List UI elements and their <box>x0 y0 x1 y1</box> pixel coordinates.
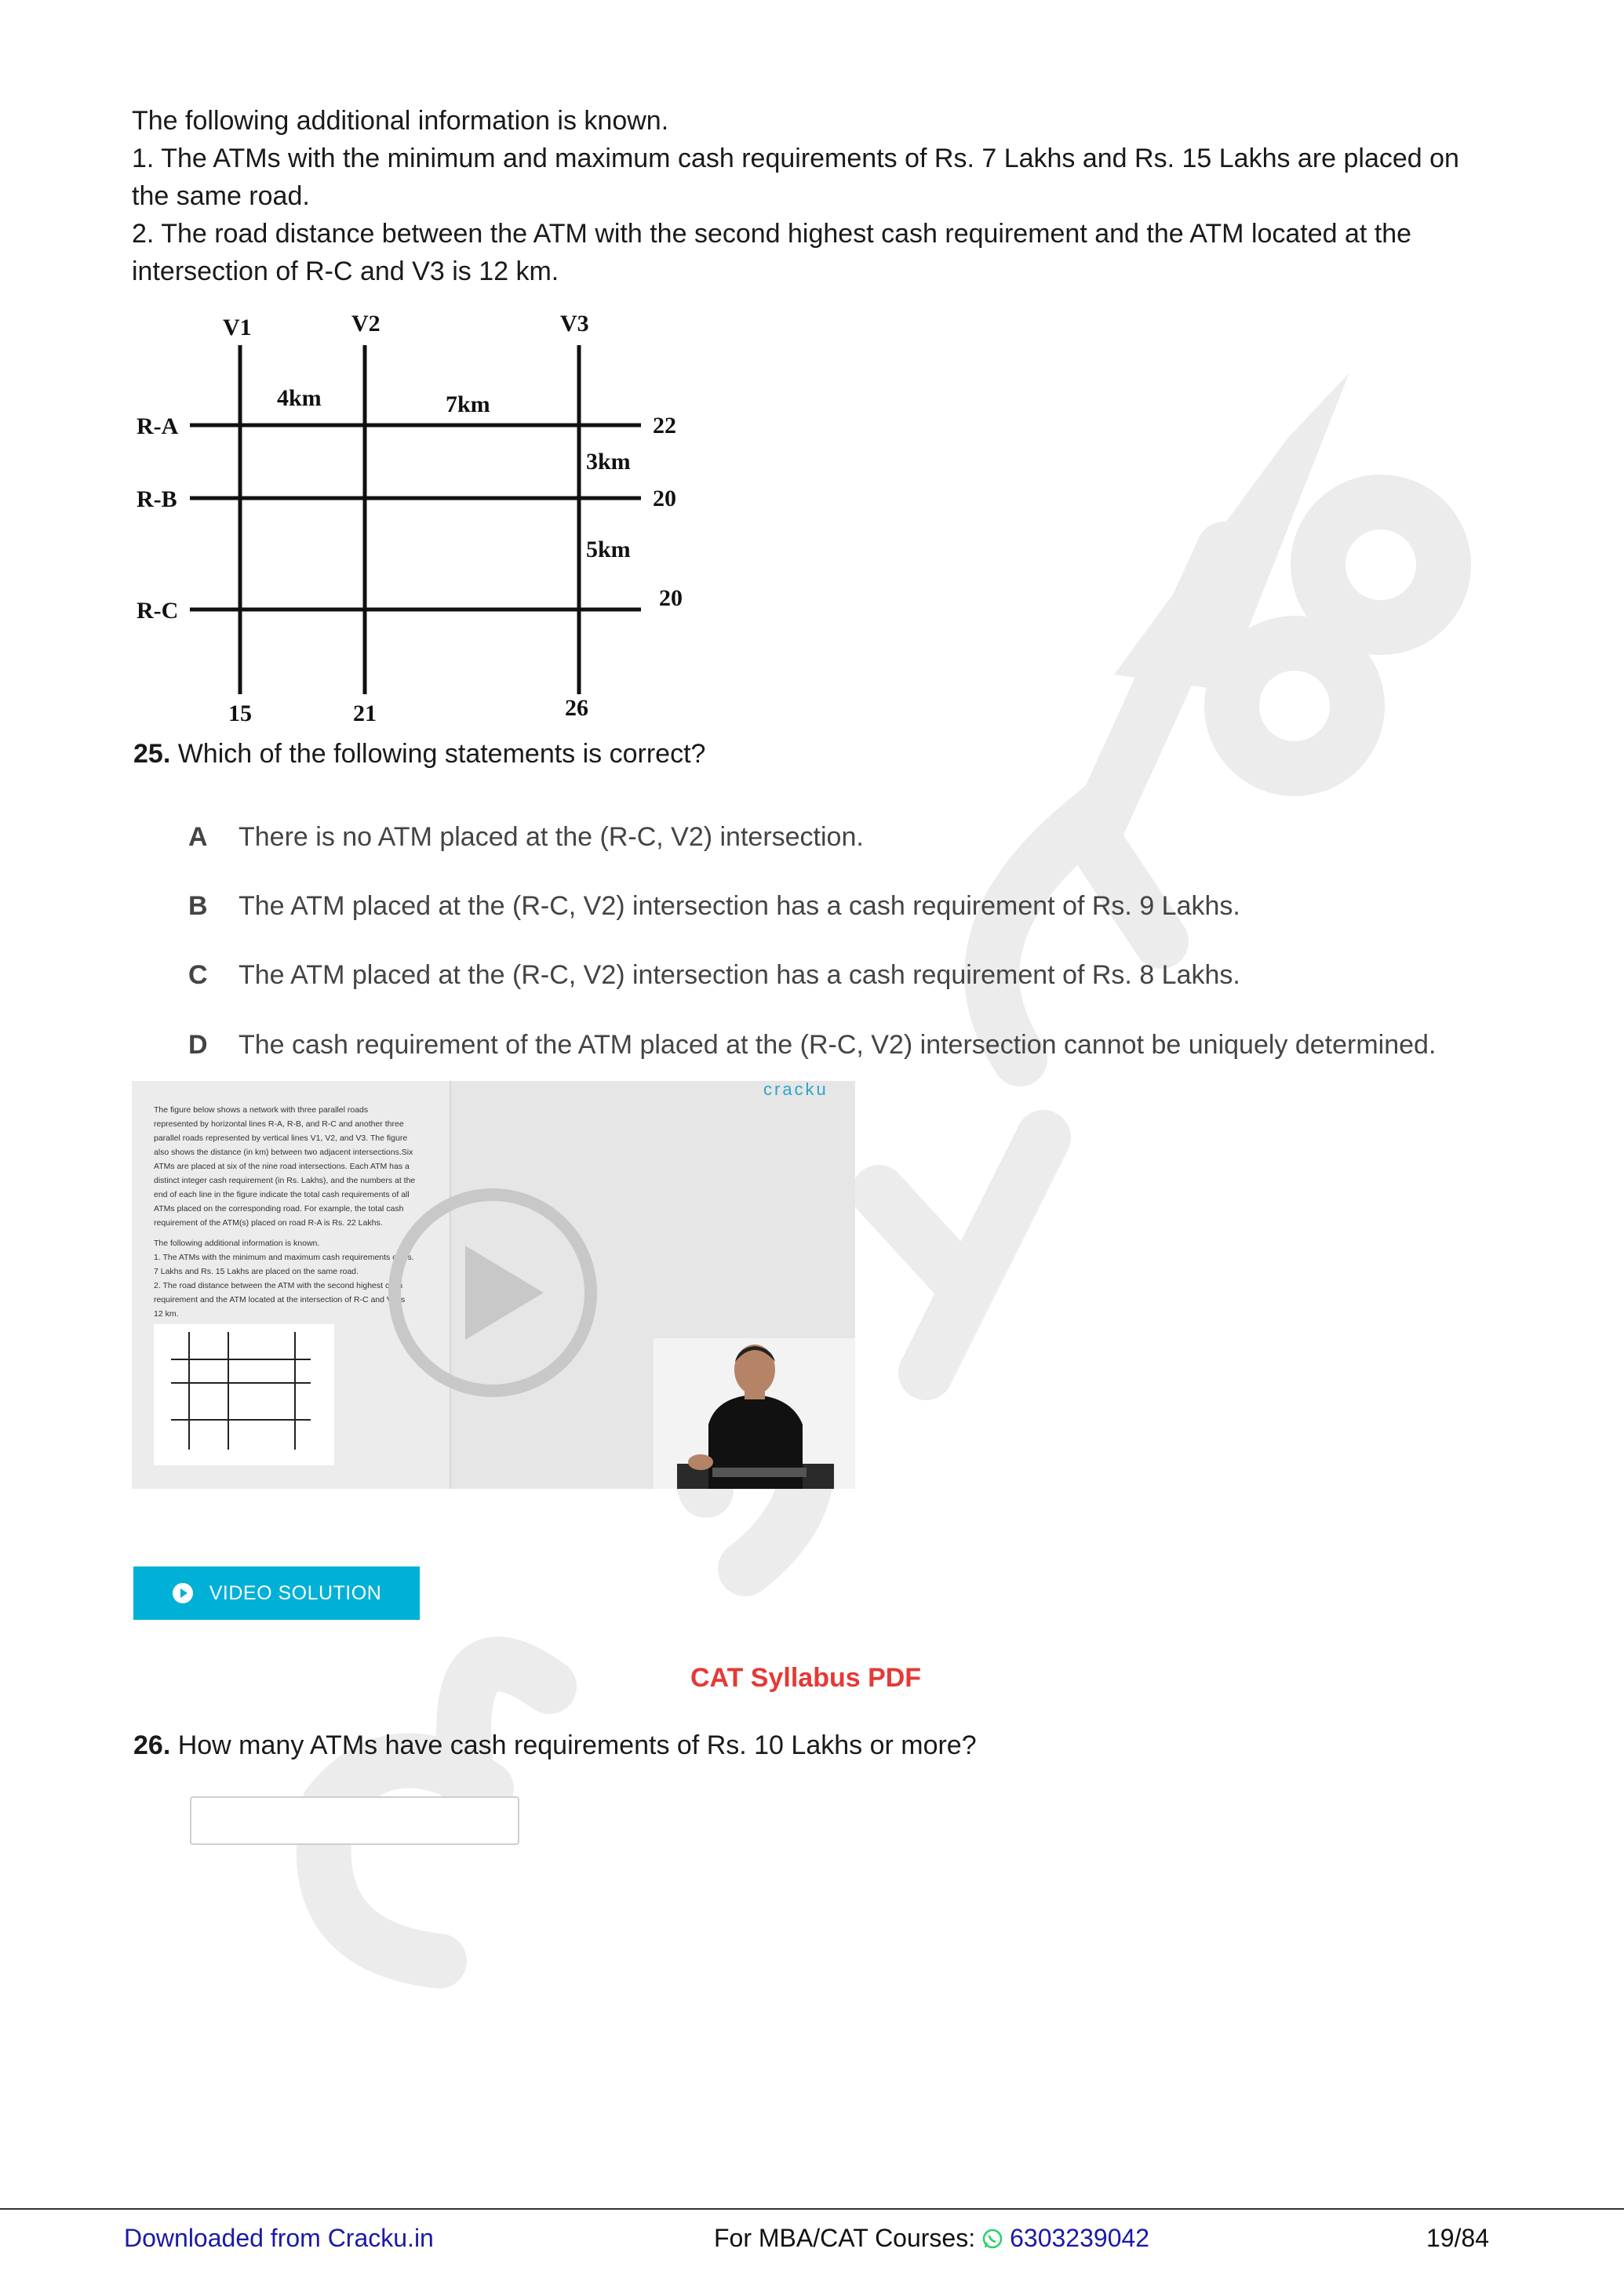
row-total: 22 <box>653 413 676 438</box>
option-letter: C <box>188 960 208 990</box>
option-letter: D <box>188 1030 208 1060</box>
label-v2: V2 <box>351 311 381 337</box>
question-text: How many ATMs have cash requirements of Rs. 10 Lakhs or more? <box>177 1730 977 1760</box>
info-line: The following additional information is known. <box>132 106 669 136</box>
label-rb: R-B <box>137 486 177 512</box>
column-total: 26 <box>565 695 588 721</box>
option-c[interactable] <box>188 960 1240 991</box>
video-thumbnail[interactable] <box>132 1081 855 1489</box>
option-text: The cash requirement of the ATM placed at the (R-C, V2) intersection cannot be uniquely determined. <box>239 1030 1436 1060</box>
footer-courses-label: For MBA/CAT Courses: <box>714 2224 976 2252</box>
cat-syllabus-link[interactable]: CAT Syllabus PDF <box>690 1663 922 1693</box>
question-text: Which of the following statements is correct? <box>177 739 706 769</box>
thumb-line: requirement and the ATM located at the intersection of R-C and V3 is <box>154 1295 406 1304</box>
distance-label: 3km <box>586 449 631 475</box>
play-circle-icon <box>172 1582 194 1604</box>
label-rc: R-C <box>137 598 179 624</box>
thumb-line: ATMs placed on the corresponding road. For example, the total cash <box>154 1204 404 1213</box>
question-26 <box>133 1730 977 1761</box>
video-brand-logo: cracku <box>763 1081 828 1099</box>
row-total: 20 <box>659 585 683 611</box>
additional-info <box>132 102 1497 290</box>
option-d[interactable] <box>188 1030 1436 1061</box>
question-number: 25. <box>133 739 171 769</box>
thumb-line: represented by horizontal lines R-A, R-B, and R-C and another three <box>154 1119 404 1129</box>
option-letter: B <box>188 891 208 921</box>
question-25 <box>133 739 705 770</box>
play-icon[interactable] <box>383 1183 603 1403</box>
column-total: 21 <box>353 700 377 726</box>
presenter-frame <box>654 1338 855 1489</box>
thumb-line: 1. The ATMs with the minimum and maximum cash requirements of Rs. <box>154 1253 414 1262</box>
footer-download-link[interactable]: Downloaded from Cracku.in <box>124 2224 434 2252</box>
thumb-line: The figure below shows a network with three parallel roads <box>154 1105 369 1115</box>
thumb-line: requirement of the ATM(s) placed on road R-A is Rs. 22 Lakhs. <box>154 1218 383 1228</box>
info-line: 1. The ATMs with the minimum and maximum cash requirements of Rs. 7 Lakhs and Rs. 15 Lakhs are placed on the same road. <box>132 144 1459 211</box>
option-letter: A <box>188 822 208 852</box>
option-text: The ATM placed at the (R-C, V2) intersection has a cash requirement of Rs. 9 Lakhs. <box>239 891 1240 921</box>
distance-label: 5km <box>586 537 631 562</box>
thumb-line: 12 km. <box>154 1309 179 1319</box>
label-v1: V1 <box>223 315 252 340</box>
footer-courses <box>714 2224 1149 2253</box>
whatsapp-icon <box>981 2228 1003 2250</box>
syllabus-link-row <box>690 1663 921 1694</box>
question-number: 26. <box>133 1730 171 1760</box>
thumb-line: ATMs are placed at six of the nine road intersections. Each ATM has a <box>154 1162 410 1171</box>
option-text: There is no ATM placed at the (R-C, V2) intersection. <box>239 822 864 852</box>
thumb-mini-diagram <box>154 1324 334 1465</box>
thumb-line: The following additional information is known. <box>154 1239 320 1248</box>
row-total: 20 <box>653 486 676 511</box>
thumb-line: parallel roads represented by vertical lines V1, V2, and V3. The figure <box>154 1133 408 1143</box>
footer-phone-link[interactable]: 6303239042 <box>1010 2224 1150 2252</box>
thumb-line: also shows the distance (in km) between two adjacent intersections.Six <box>154 1148 413 1157</box>
thumb-line: 2. The road distance between the ATM with the second highest cash <box>154 1281 403 1290</box>
page-number: 19/84 <box>1426 2224 1490 2252</box>
column-total: 15 <box>228 700 252 726</box>
distance-label: 4km <box>277 385 322 411</box>
info-line: 2. The road distance between the ATM with the second highest cash requirement and the ATM located at the intersection of R-C and V3 is 12 km. <box>132 219 1412 286</box>
thumb-line: end of each line in the figure indicate the total cash requirements of all <box>154 1190 410 1199</box>
option-b[interactable] <box>188 891 1240 922</box>
thumb-line: distinct integer cash requirement (in Rs. Lakhs), and the numbers at the <box>154 1176 416 1185</box>
presenter-image <box>654 1338 855 1489</box>
answer-input[interactable] <box>190 1796 519 1845</box>
option-a[interactable] <box>188 822 864 853</box>
thumb-line: 7 Lakhs and Rs. 15 Lakhs are placed on the same road. <box>154 1267 359 1276</box>
option-text: The ATM placed at the (R-C, V2) intersection has a cash requirement of Rs. 8 Lakhs. <box>239 960 1240 990</box>
label-ra: R-A <box>137 413 179 439</box>
footer-divider <box>0 2208 1624 2210</box>
label-v3: V3 <box>560 311 589 337</box>
video-solution-button[interactable] <box>133 1566 420 1620</box>
video-solution-label: VIDEO SOLUTION <box>209 1581 382 1604</box>
road-network-diagram <box>126 302 706 741</box>
distance-label: 7km <box>446 391 490 417</box>
